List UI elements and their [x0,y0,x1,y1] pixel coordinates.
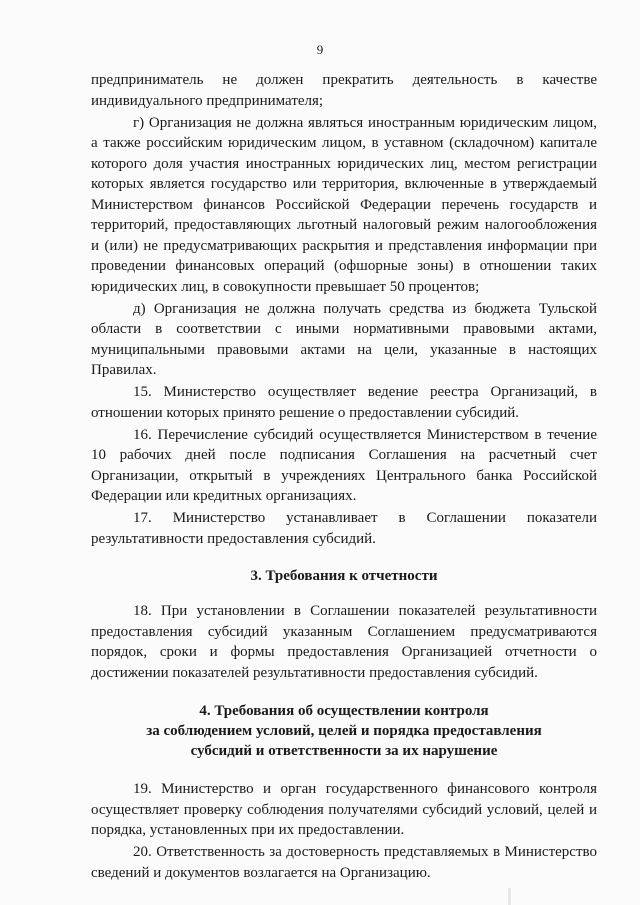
paragraph-15: 15. Министерство осуществляет ведение реестра Организаций, в отношении которых принято решение о предоставлении субсидий. [91,384,597,421]
section-3-heading: 3. Требования к отчетности [250,568,438,584]
paragraph-20: 20. Ответственность за достоверность представляемых в Министерство сведений и документов возлагается на Организацию. [91,844,597,881]
paragraph-19: 19. Министерство и орган государственного финансового контроля осуществляет проверку соблюдения получателями субсидий условий, целей и порядка, установленных при их предоставлении. [91,781,597,838]
paragraph-continuation: предприниматель не должен прекратить деятельность в качестве индивидуального предпринимателя; [91,72,597,109]
paragraph-16: 16. Перечисление субсидий осуществляется Министерством в течение 10 рабочих дней после подписания Соглашения на расчетный счет Организации, открытый в учреждениях Центрального банка Российской Федерации или кредитных организациях. [91,426,597,504]
paragraph-18: 18. При установлении в Соглашении показателей результативности предоставления субсидий указанным Соглашением предусматриваются порядок, сроки и формы предоставления Организацией отчетности о достижении показателей результативности предоставления субсидий. [91,603,597,681]
section-4-heading-line-3: субсидий и ответственности за их нарушение [190,743,498,759]
scan-artifact [508,888,511,905]
paragraph-item-g: г) Организация не должна являться иностранным юридическим лицом, а также российским юридическим лицом, в уставном (складочном) капитале которого доля участия иностранных юридических лиц, местом регистрации которых является государство или территория, включенные в утверждаемый Министерством финансов Российской Федерации перечень государств и территорий, предоставляющих льготный налоговый режим налогообложения и (или) не предусматривающих раскрытия и представления информации при проведении финансовых операций (офшорные зоны) в отношении таких юридических лиц, в совокупности превышает 50 процентов; [91,114,597,295]
paragraph-item-d: д) Организация не должна получать средства из бюджета Тульской области в соответствии с иными нормативными правовыми актами, муниципальными правовыми актами на цели, указанные в настоящих Правилах. [91,300,597,378]
section-4-heading-line-2: за соблюдением условий, целей и порядка предоставления [146,723,542,739]
page-number: 9 [316,42,324,57]
document-body [91,70,597,885]
section-4-heading [91,701,597,761]
section-4-heading-line-1: 4. Требования об осуществлении контроля [199,703,489,719]
paragraph-17: 17. Министерство устанавливает в Соглашении показатели результативности предоставления субсидий. [91,510,597,547]
